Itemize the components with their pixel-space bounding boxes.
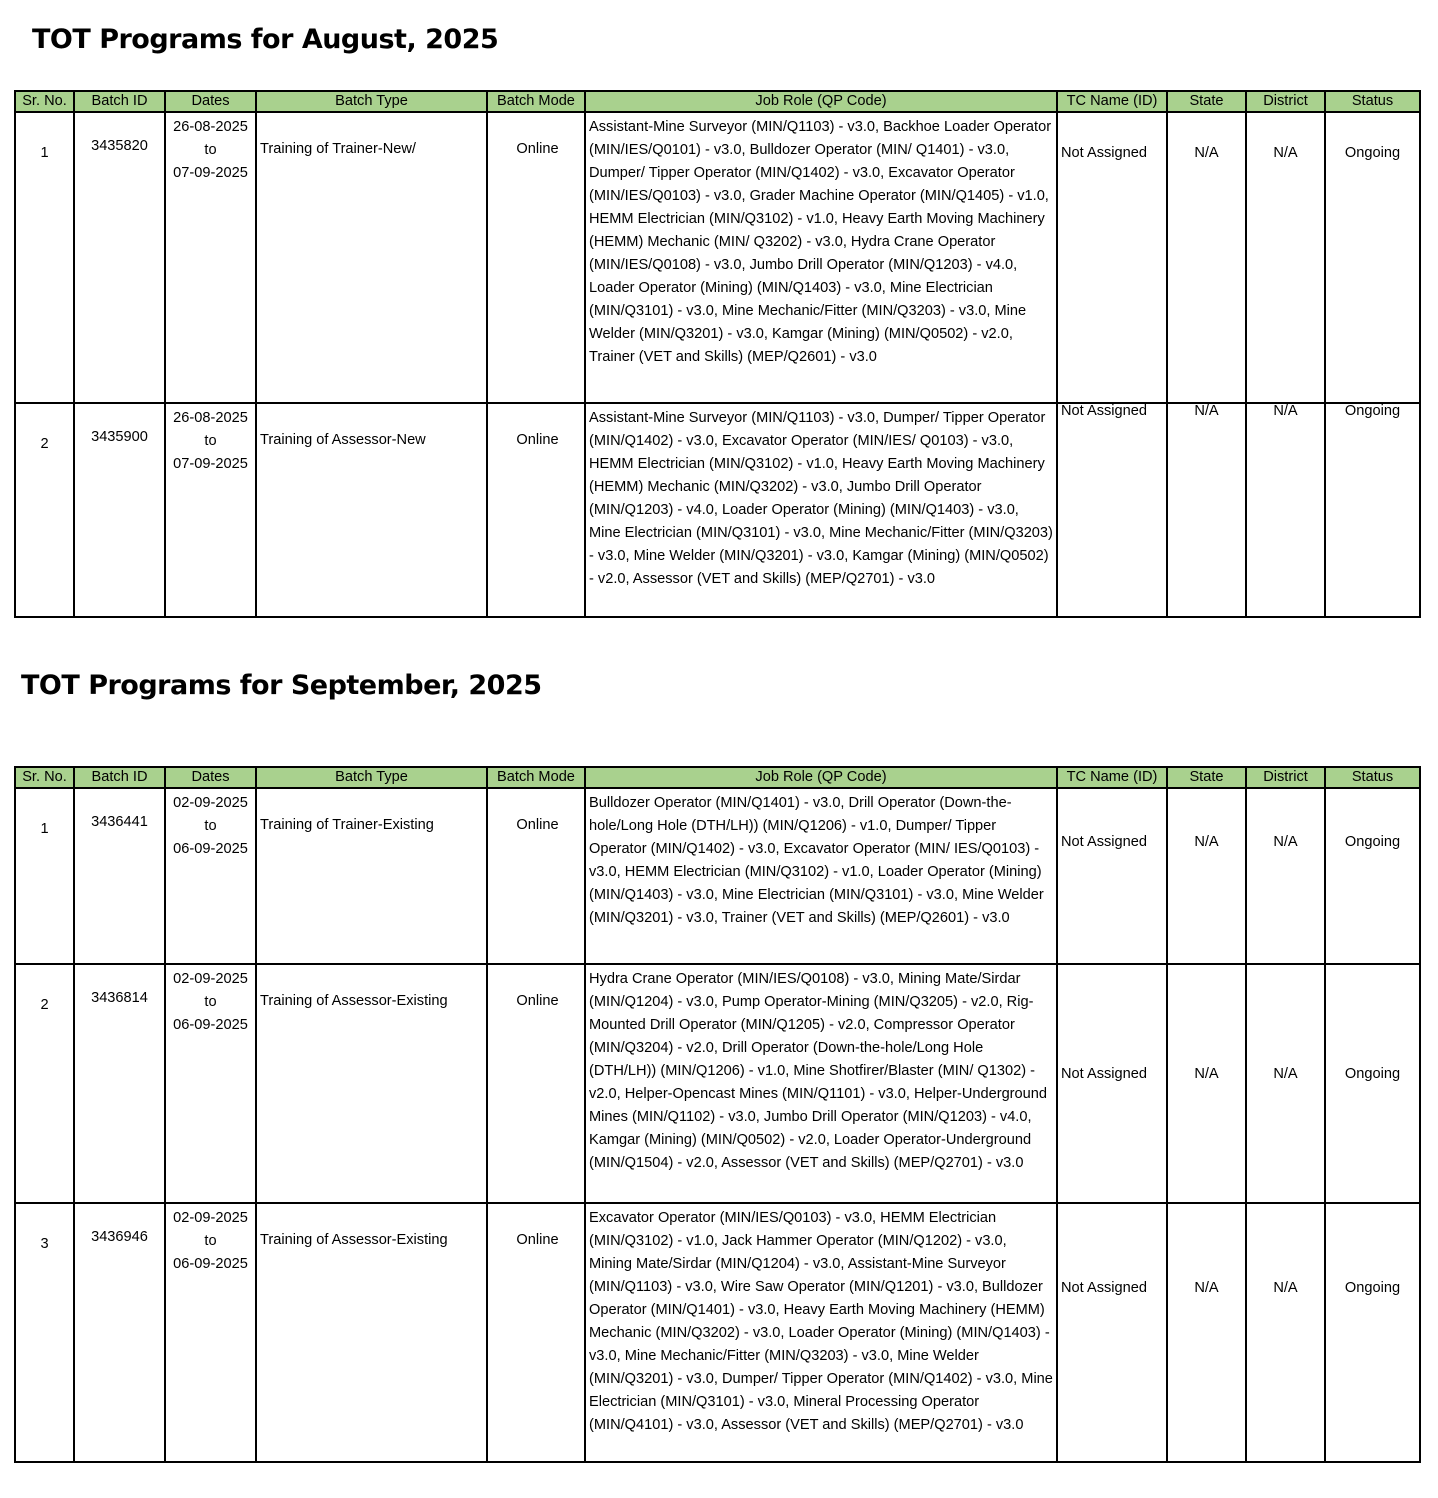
batch-mode-cell: Online (487, 964, 585, 1203)
date-to-word: to (204, 994, 217, 1010)
sr-no-cell: 1 (15, 788, 74, 964)
date-from: 02-09-2025 (173, 795, 248, 811)
table-header-row (15, 767, 1420, 788)
state-cell (1167, 112, 1246, 403)
date-to-word: to (204, 818, 217, 834)
date-from: 26-08-2025 (173, 119, 248, 135)
batch-type-cell: Training of Assessor-Existing (256, 1203, 487, 1462)
status-cell (1325, 1203, 1420, 1462)
batch-type-cell: Training of Assessor-New (256, 403, 487, 617)
tc-name-text: Not Assigned (1061, 834, 1147, 850)
tc-name-text: Not Assigned (1061, 144, 1147, 161)
tc-name-cell (1057, 964, 1167, 1203)
batch-id-cell: 3435820 (74, 112, 165, 403)
date-to: 06-09-2025 (173, 841, 248, 857)
job-role-cell: Assistant-Mine Surveyor (MIN/Q1103) - v3.0, Dumper/ Tipper Operator (MIN/Q1402) - v3.0, Excavator Operator (MIN/IES/ Q0103) - v3.0, HEMM Electrician (MIN/Q3102) - v1.0, Heavy Earth Moving Machinery (HEMM) Mechanic (MIN/Q3202) - v3.0, Jumbo Drill Operator (MIN/Q1203) - v4.0, Loader Operator (Mining) (MIN/Q1403) - v3.0, Mine Electrician (MIN/Q3101) - v3.0, Mine Mechanic/Fitter (MIN/Q3203) - v3.0, Mine Welder (MIN/Q3201) - v3.0, Kamgar (Mining) (MIN/Q0502) - v2.0, Assessor (VET and Skills) (MEP/Q2701) - v3.0 (585, 403, 1057, 617)
header-batch-id: Batch ID (74, 91, 165, 112)
table-row (15, 1203, 1420, 1462)
state-text: N/A (1194, 1066, 1219, 1082)
state-cell (1167, 1203, 1246, 1462)
table-row (15, 403, 1420, 617)
dates-cell (165, 788, 256, 964)
tot-table-august (14, 90, 1421, 618)
district-text: N/A (1273, 144, 1298, 161)
header-state: State (1167, 91, 1246, 112)
header-status: Status (1325, 767, 1420, 788)
district-text: N/A (1273, 1066, 1298, 1082)
date-from: 02-09-2025 (173, 1210, 248, 1226)
header-batch-mode: Batch Mode (487, 767, 585, 788)
state-text: N/A (1194, 1279, 1219, 1296)
date-to-word: to (204, 1233, 217, 1249)
state-text: N/A (1194, 834, 1219, 850)
district-text: N/A (1273, 1279, 1298, 1296)
status-text: Ongoing (1344, 144, 1401, 161)
batch-mode-cell: Online (487, 112, 585, 403)
district-text: N/A (1273, 834, 1298, 850)
table-row (15, 964, 1420, 1203)
header-job-role: Job Role (QP Code) (585, 91, 1057, 112)
header-dates: Dates (165, 767, 256, 788)
header-state: State (1167, 767, 1246, 788)
header-tc-name: TC Name (ID) (1057, 767, 1167, 788)
sr-no-cell: 2 (15, 403, 74, 617)
job-role-cell: Bulldozer Operator (MIN/Q1401) - v3.0, Drill Operator (Down-the-hole/Long Hole (DTH/LH)) (MIN/Q1206) - v1.0, Dumper/ Tipper Operator (MIN/Q1402) - v3.0, Excavator Operator (MIN/ IES/Q0103) - v3.0, HEMM Electrician (MIN/Q3102) - v1.0, Loader Operator (Mining) (MIN/Q1403) - v3.0, Mine Electrician (MIN/Q3101) - v3.0, Mine Welder (MIN/Q3201) - v3.0, Trainer (VET and Skills) (MEP/Q2601) - v3.0 (585, 788, 1057, 964)
batch-type-cell: Training of Assessor-Existing (256, 964, 487, 1203)
batch-id-cell: 3436814 (74, 964, 165, 1203)
sr-no-cell: 3 (15, 1203, 74, 1462)
district-text: N/A (1273, 403, 1298, 419)
batch-id-cell: 3436441 (74, 788, 165, 964)
tc-name-text: Not Assigned (1061, 403, 1147, 419)
district-cell (1246, 964, 1325, 1203)
header-district: District (1246, 91, 1325, 112)
date-to-word: to (204, 142, 217, 158)
header-dates: Dates (165, 91, 256, 112)
status-text: Ongoing (1344, 1066, 1401, 1082)
district-cell (1246, 1203, 1325, 1462)
job-role-cell: Excavator Operator (MIN/IES/Q0103) - v3.0, HEMM Electrician (MIN/Q3102) - v1.0, Jack Hammer Operator (MIN/Q1202) - v3.0, Mining Mate/Sirdar (MIN/Q1204) - v3.0, Assistant-Mine Surveyor (MIN/Q1103) - v3.0, Wire Saw Operator (MIN/Q1201) - v3.0, Bulldozer Operator (MIN/Q1401) - v3.0, Heavy Earth Moving Machinery (HEMM) Mechanic (MIN/Q3202) - v3.0, Loader Operator (Mining) (MIN/Q1403) - v3.0, Mine Mechanic/Fitter (MIN/Q3203) - v3.0, Mine Welder (MIN/Q3201) - v3.0, Dumper/ Tipper Operator (MIN/Q1402) - v3.0, Mine Electrician (MIN/Q3101) - v3.0, Mineral Processing Operator (MIN/Q4101) - v3.0, Assessor (VET and Skills) (MEP/Q2701) - v3.0 (585, 1203, 1057, 1462)
dates-cell (165, 403, 256, 617)
date-to: 06-09-2025 (173, 1017, 248, 1033)
district-cell (1246, 403, 1325, 617)
batch-id-cell: 3436946 (74, 1203, 165, 1462)
date-from: 02-09-2025 (173, 971, 248, 987)
dates-cell (165, 964, 256, 1203)
state-text: N/A (1194, 144, 1219, 161)
state-text: N/A (1194, 403, 1219, 419)
section-title-august: TOT Programs for August, 2025 (32, 24, 499, 55)
batch-id-cell: 3435900 (74, 403, 165, 617)
status-cell (1325, 403, 1420, 617)
status-cell (1325, 788, 1420, 964)
state-cell (1167, 403, 1246, 617)
header-batch-type: Batch Type (256, 91, 487, 112)
status-text: Ongoing (1344, 1279, 1401, 1296)
dates-cell (165, 1203, 256, 1462)
header-job-role: Job Role (QP Code) (585, 767, 1057, 788)
tc-name-text: Not Assigned (1061, 1066, 1147, 1082)
status-cell (1325, 964, 1420, 1203)
tot-table-september (14, 766, 1421, 1463)
date-to: 07-09-2025 (173, 165, 248, 181)
tc-name-cell (1057, 1203, 1167, 1462)
header-tc-name: TC Name (ID) (1057, 91, 1167, 112)
header-batch-type: Batch Type (256, 767, 487, 788)
sr-no-cell: 2 (15, 964, 74, 1203)
status-cell (1325, 112, 1420, 403)
status-text: Ongoing (1344, 834, 1401, 850)
tc-name-cell (1057, 788, 1167, 964)
table-row (15, 112, 1420, 403)
batch-mode-cell: Online (487, 788, 585, 964)
batch-mode-cell: Online (487, 1203, 585, 1462)
state-cell (1167, 788, 1246, 964)
table-header-row (15, 91, 1420, 112)
batch-type-cell: Training of Trainer-Existing (256, 788, 487, 964)
header-district: District (1246, 767, 1325, 788)
tc-name-cell (1057, 403, 1167, 617)
header-batch-id: Batch ID (74, 767, 165, 788)
tc-name-text: Not Assigned (1061, 1279, 1147, 1296)
district-cell (1246, 112, 1325, 403)
job-role-cell: Hydra Crane Operator (MIN/IES/Q0108) - v3.0, Mining Mate/Sirdar (MIN/Q1204) - v3.0, Pump Operator-Mining (MIN/Q3205) - v2.0, Rig-Mounted Drill Operator (MIN/Q1205) - v2.0, Compressor Operator (MIN/Q3204) - v2.0, Drill Operator (Down-the-hole/Long Hole (DTH/LH)) (MIN/Q1206) - v1.0, Mine Shotfirer/Blaster (MIN/ Q1302) - v2.0, Helper-Opencast Mines (MIN/Q1101) - v3.0, Helper-Underground Mines (MIN/Q1102) - v3.0, Jumbo Drill Operator (MIN/Q1203) - v4.0, Kamgar (Mining) (MIN/Q0502) - v2.0, Loader Operator-Underground (MIN/Q1504) - v2.0, Assessor (VET and Skills) (MEP/Q2701) - v3.0 (585, 964, 1057, 1203)
tc-name-cell (1057, 112, 1167, 403)
header-status: Status (1325, 91, 1420, 112)
job-role-cell: Assistant-Mine Surveyor (MIN/Q1103) - v3.0, Backhoe Loader Operator (MIN/IES/Q0101) - v3.0, Bulldozer Operator (MIN/ Q1401) - v3.0, Dumper/ Tipper Operator (MIN/Q1402) - v3.0, Excavator Operator (MIN/IES/Q0103) - v3.0, Grader Machine Operator (MIN/Q1405) - v1.0, HEMM Electrician (MIN/Q3102) - v1.0, Heavy Earth Moving Machinery (HEMM) Mechanic (MIN/ Q3202) - v3.0, Hydra Crane Operator (MIN/IES/Q0108) - v3.0, Jumbo Drill Operator (MIN/Q1203) - v4.0, Loader Operator (Mining) (MIN/Q1403) - v3.0, Mine Electrician (MIN/Q3101) - v3.0, Mine Mechanic/Fitter (MIN/Q3203) - v3.0, Mine Welder (MIN/Q3201) - v3.0, Kamgar (Mining) (MIN/Q0502) - v2.0, Trainer (VET and Skills) (MEP/Q2601) - v3.0 (585, 112, 1057, 403)
dates-cell (165, 112, 256, 403)
section-title-september: TOT Programs for September, 2025 (21, 670, 542, 701)
table-row (15, 788, 1420, 964)
district-cell (1246, 788, 1325, 964)
date-from: 26-08-2025 (173, 410, 248, 426)
batch-mode-cell: Online (487, 403, 585, 617)
state-cell (1167, 964, 1246, 1203)
date-to: 06-09-2025 (173, 1256, 248, 1272)
header-sr-no: Sr. No. (15, 91, 74, 112)
date-to-word: to (204, 433, 217, 449)
batch-type-cell: Training of Trainer-New/ (256, 112, 487, 403)
header-sr-no: Sr. No. (15, 767, 74, 788)
date-to: 07-09-2025 (173, 456, 248, 472)
header-batch-mode: Batch Mode (487, 91, 585, 112)
sr-no-cell: 1 (15, 112, 74, 403)
status-text: Ongoing (1344, 403, 1401, 419)
